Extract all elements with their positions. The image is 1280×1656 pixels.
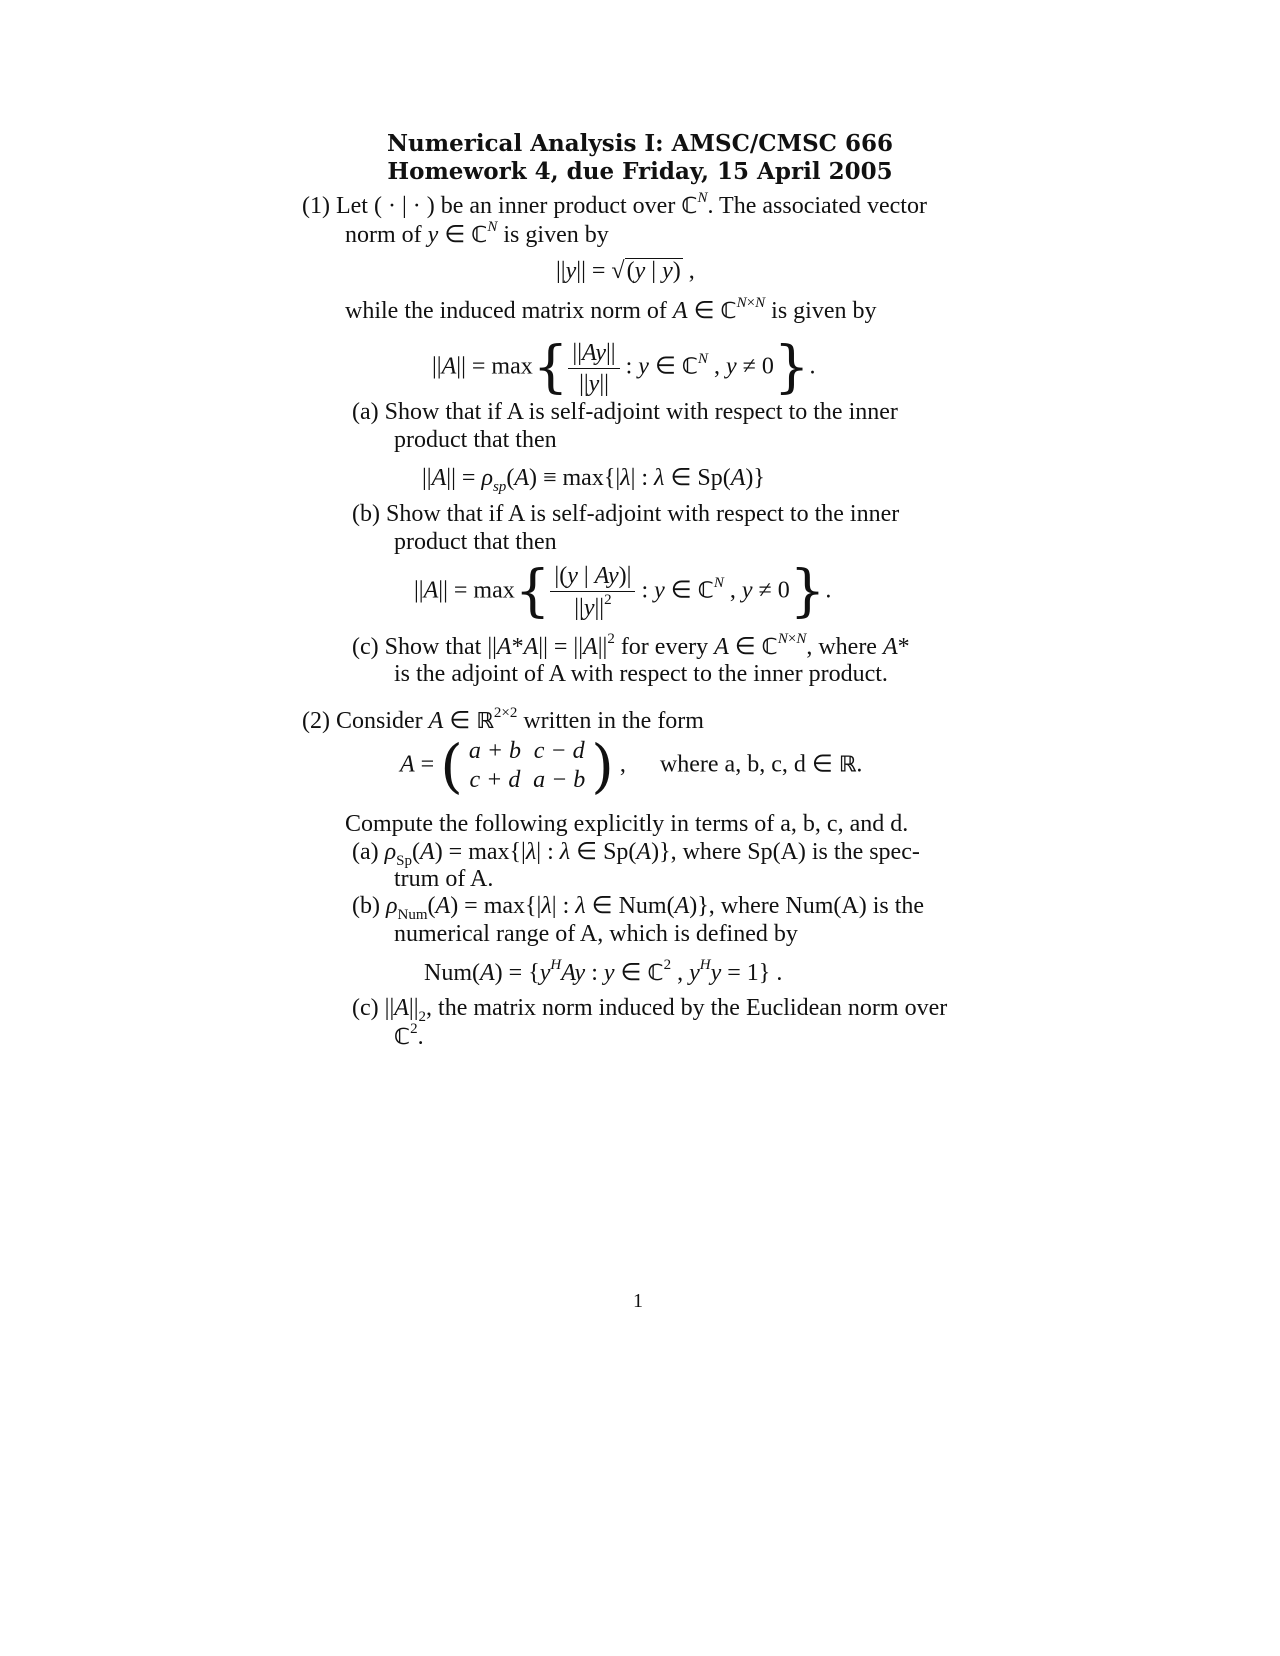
- numerical-range-equation: $Num(A) = \{y^HAy$ : y ∈ ℂ$^2$ , $y^Hy = 1$} .: [424, 957, 783, 986]
- problem1-while: while the induced matrix norm of A ∈ ℂ$^{N\times N}$ is given by: [345, 295, 877, 324]
- problem2-a-line2: trum of A.: [394, 866, 494, 892]
- problem1-b-line2: product that then: [394, 529, 557, 555]
- title-line-2: Homework 4, due Friday, 15 April 2005: [387, 158, 893, 185]
- matrix-norm-equation: ||A|| = max{ $\frac{||Ay||}{||y||}$ : y ∈ ℂ$^N$ , y ≠ 0}.: [432, 335, 816, 400]
- problem1-c-line2: is the adjoint of A with respect to the inner product.: [394, 661, 888, 687]
- spectral-radius-equation: $||A|| = \rho_{sp}(A) \equiv \max\{|\lambda|$ : λ ∈ Sp(A)}: [422, 465, 765, 495]
- problem1-line2: norm of y ∈ ℂ$^N$ is given by: [345, 219, 609, 248]
- page-number: 1: [633, 1290, 643, 1312]
- matrix-a: a + b c − d c + d a − b: [468, 738, 586, 793]
- problem2-a-line1: (a) $\rho_{Sp}(A) = \max\{|\lambda|$ : λ ∈ Sp(A)}, where Sp(A) is the spec-: [352, 839, 920, 869]
- matrix-definition: A = ( a + b c − d c + d a − b ) , where a, b, c, d ∈ ℝ.: [400, 732, 863, 800]
- matrix-where: where a, b, c, d ∈: [659, 751, 833, 778]
- rayleigh-equation: ||A|| = max{ $\frac{|(y | Ay)|}{||y||^2}$ : y ∈ ℂ$^N$ , y ≠ 0}.: [414, 559, 832, 624]
- vector-norm-equation: ||y|| = √(y | y) ,: [556, 258, 695, 284]
- title-line-1: Numerical Analysis I: AMSC/CMSC 666: [386, 130, 893, 157]
- problem1-b-line1: (b) Show that if A is self-adjoint with respect to the inner: [352, 501, 900, 527]
- problem2-c-line1: (c) $||A||_2$, the matrix norm induced by the Euclidean norm over: [352, 995, 948, 1025]
- problem2-b-line1: (b) $\rho_{Num}(A) = \max\{|\lambda|$ : λ ∈ Num(A)}, where Num(A) is the: [352, 893, 925, 923]
- problem1-intro-b: . The associated vector: [707, 193, 927, 219]
- problem2-compute: Compute the following explicitly in terms of a, b, c, and d.: [345, 811, 909, 837]
- problem2-b-line2: numerical range of A, which is defined by: [394, 921, 798, 947]
- problem1-a-line1: (a) Show that if A is self-adjoint with respect to the inner: [352, 399, 898, 425]
- problem1-c-line1: (c) Show that $||A*A|| = ||A||^2$ for every A ∈ ℂ$^{N\times N}$, where A*: [352, 631, 910, 660]
- problem2-c-line2: ℂ$^2$.: [394, 1021, 424, 1050]
- problem1-a-line2: product that then: [394, 427, 557, 453]
- problem1-intro: (1) Let ( · | · ) be an inner product over ℂ$^N$. The associated vector: [302, 190, 927, 219]
- problem1-number: (1): [302, 193, 330, 219]
- problem1-intro-a: Let ( · | · ) be an inner product over: [335, 193, 676, 219]
- problem2-intro: (2) Consider A ∈ ℝ$^{2\times 2}$ written in the form: [302, 705, 704, 734]
